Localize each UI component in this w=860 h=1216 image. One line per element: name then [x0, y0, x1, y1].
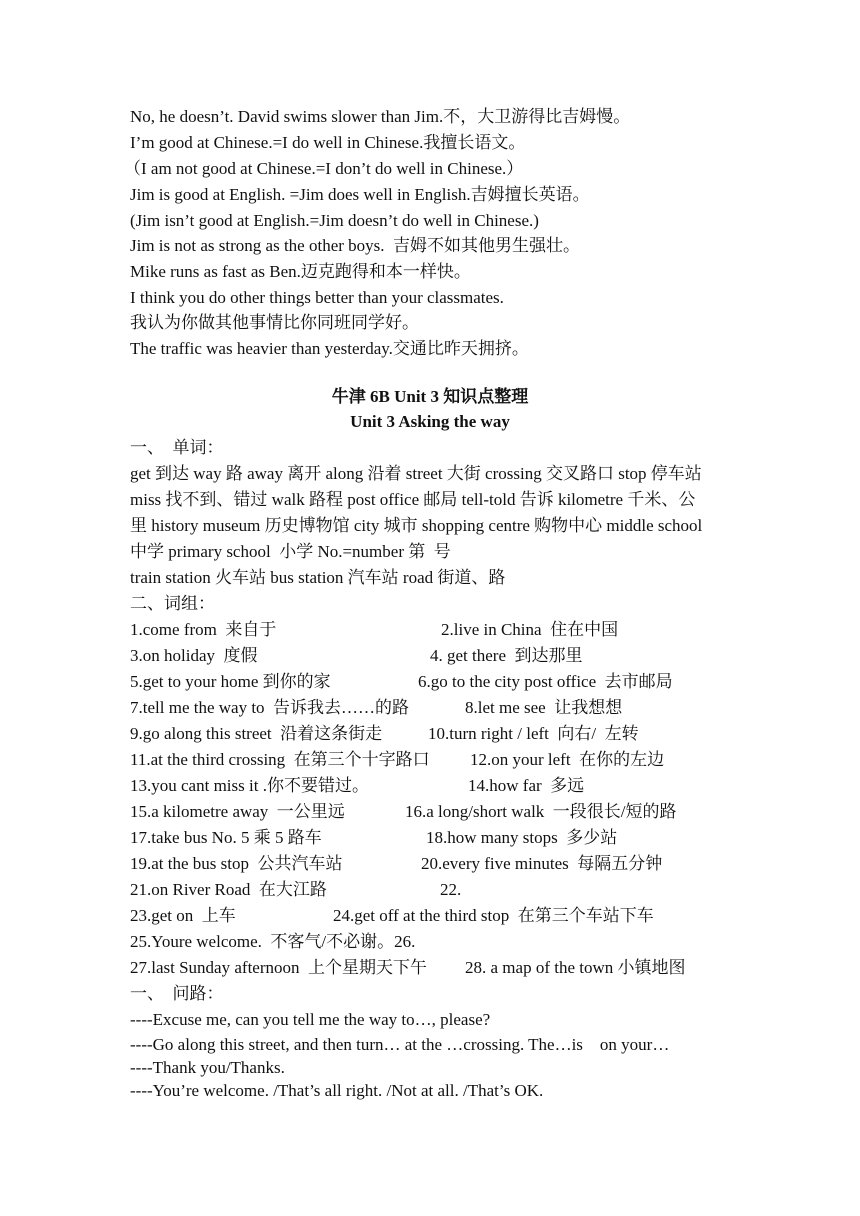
phrase-item: 17.take bus No. 5 乘 5 路车 — [130, 828, 322, 847]
phrase-item: 20.every five minutes 每隔五分钟 — [421, 854, 663, 873]
phrase-item: 28. a map of the town 小镇地图 — [465, 958, 686, 977]
intro-line: No, he doesn’t. David swims slower than Jim.不，大卫游得比吉姆慢。 — [130, 107, 631, 126]
intro-line: I think you do other things better than your classmates. — [130, 288, 504, 307]
page-title: 牛津 6B Unit 3 知识点整理 — [331, 387, 529, 406]
phrase-item: 23.get on 上车 — [130, 906, 236, 925]
phrase-item: 12.on your left 在你的左边 — [470, 750, 665, 769]
dialogue-heading: 一、 问路： — [130, 984, 224, 1003]
phrase-item: 9.go along this street 沿着这条街走 — [130, 724, 383, 743]
phrase-item: 22. — [440, 880, 462, 899]
dialogue-line: ----Go along this street, and then turn… at the …crossing. The…is on your… — [130, 1035, 670, 1054]
vocab-line: get 到达 way 路 away 离开 along 沿着 street 大街 crossing 交叉路口 stop 停车站 — [130, 464, 702, 483]
phrase-item: 13.you cant miss it .你不要错过。 — [130, 776, 369, 795]
page-subtitle: Unit 3 Asking the way — [350, 412, 510, 431]
intro-line: Mike runs as fast as Ben.迈克跑得和本一样快。 — [130, 262, 471, 281]
intro-line: 我认为你做其他事情比你同班同学好。 — [130, 313, 419, 332]
phrase-item: 10.turn right / left 向右/ 左转 — [428, 724, 639, 743]
vocab-line: train station 火车站 bus station 汽车站 road 街道、路 — [130, 568, 506, 587]
intro-line: The traffic was heavier than yesterday.交通比昨天拥挤。 — [130, 339, 529, 358]
dialogue-line: ----You’re welcome. /That’s all right. /Not at all. /That’s OK. — [130, 1081, 544, 1100]
intro-line: Jim is not as strong as the other boys. 吉姆不如其他男生强壮。 — [130, 236, 581, 255]
phrase-item: 24.get off at the third stop 在第三个车站下车 — [333, 906, 654, 925]
phrase-item: 18.how many stops 多少站 — [426, 828, 618, 847]
intro-line: I’m good at Chinese.=I do well in Chinese.我擅长语文。 — [130, 133, 526, 152]
phrase-item: 27.last Sunday afternoon 上个星期天下午 — [130, 958, 427, 977]
phrase-item: 16.a long/short walk 一段很长/短的路 — [405, 802, 677, 821]
phrase-item: 3.on holiday 度假 — [130, 646, 258, 665]
phrase-item: 2.live in China 住在中国 — [441, 620, 619, 639]
vocab-heading: 一、 单词： — [130, 438, 224, 457]
vocab-line: miss 找不到、错过 walk 路程 post office 邮局 tell-told 告诉 kilometre 千米、公 — [130, 490, 696, 509]
vocab-line: 中学 primary school 小学 No.=number 第 号 — [130, 542, 451, 561]
phrase-item: 15.a kilometre away 一公里远 — [130, 802, 345, 821]
intro-line: Jim is good at English. =Jim does well in English.吉姆擅长英语。 — [130, 185, 590, 204]
phrase-item: 21.on River Road 在大江路 — [130, 880, 327, 899]
phrase-item: 7.tell me the way to 告诉我去……的路 — [130, 698, 410, 717]
phrase-item: 25.Youre welcome. 不客气/不必谢。26. — [130, 932, 416, 951]
phrase-item: 19.at the bus stop 公共汽车站 — [130, 854, 343, 873]
dialogue-line: ----Thank you/Thanks. — [130, 1058, 285, 1077]
vocab-line: 里 history museum 历史博物馆 city 城市 shopping centre 购物中心 middle school — [130, 516, 703, 535]
phrase-item: 14.how far 多远 — [468, 776, 585, 795]
phrase-item: 5.get to your home 到你的家 — [130, 672, 331, 691]
phrase-item: 6.go to the city post office 去市邮局 — [418, 672, 673, 691]
dialogue-line: ----Excuse me, can you tell me the way to…, please? — [130, 1010, 491, 1029]
phrase-item: 8.let me see 让我想想 — [465, 698, 623, 717]
intro-line: （I am not good at Chinese.=I don’t do well in Chinese.） — [124, 159, 524, 178]
phrase-item: 11.at the third crossing 在第三个十字路口 — [130, 750, 430, 769]
phrase-item: 1.come from 来自于 — [130, 620, 277, 639]
intro-line: (Jim isn’t good at English.=Jim doesn’t do well in Chinese.) — [130, 211, 539, 230]
phrase-item: 4. get there 到达那里 — [430, 646, 583, 665]
phrases-heading: 二、词组： — [130, 594, 215, 613]
